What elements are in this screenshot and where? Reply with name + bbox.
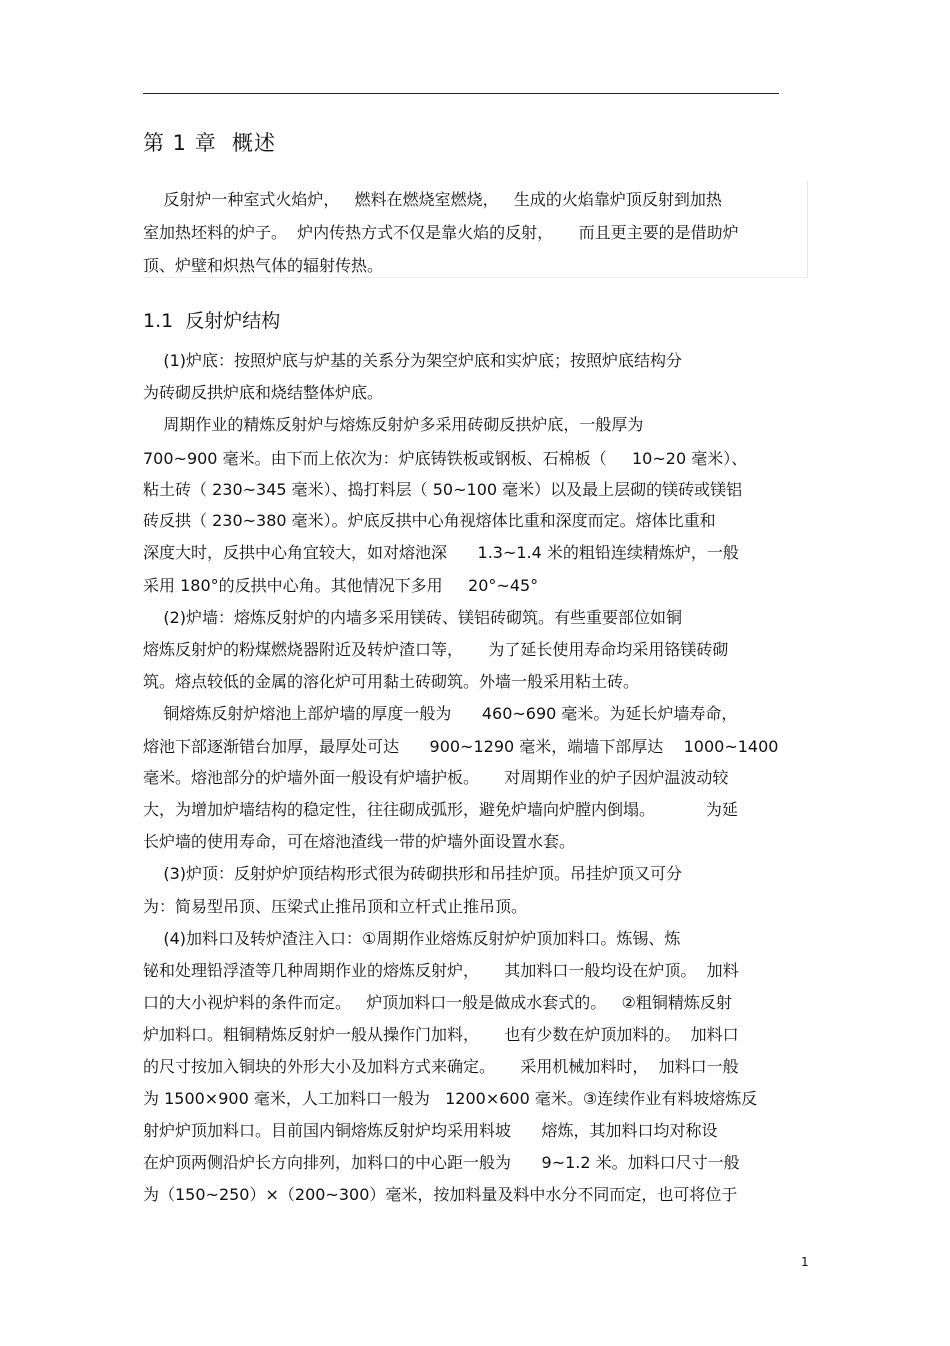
intro-line: 顶、炉壁和炽热气体的辐射传热。	[143, 256, 384, 275]
section-title: 1.1 反射炉结构	[143, 310, 281, 332]
body-line: 粘土砖（ 230~345 毫米）、捣打料层（ 50~100 毫米）以及最上层砌的镁砖或镁铝	[143, 480, 743, 499]
body-line: 铋和处理铅浮渣等几种周期作业的熔炼反射炉， 其加料口一般均设在炉顶。 加料	[143, 961, 739, 980]
body-line: (2)炉墙：熔炼反射炉的内墙多采用镁砖、镁铝砖砌筑。有些重要部位如铜	[143, 608, 683, 627]
body-line: (4)加料口及转炉渣注入口：①周期作业熔炼反射炉炉顶加料口。炼锡、炼	[143, 929, 681, 948]
body-line: 大，为增加炉墙结构的稳定性，往往砌成弧形，避免炉墙向炉膛内倒塌。 为延	[143, 800, 738, 819]
chapter-title: 第 1 章 概述	[143, 131, 277, 155]
intro-line: 室加热坯料的炉子。 炉内传热方式不仅是靠火焰的反射， 而且更主要的是借助炉	[143, 223, 739, 242]
body-line: 炉加料口。粗铜精炼反射炉一般从操作门加料， 也有少数在炉顶加料的。 加料口	[143, 1025, 739, 1044]
body-line: 熔炼反射炉的粉煤燃烧器附近及转炉渣口等， 为了延长使用寿命均采用铬镁砖砌	[143, 640, 729, 659]
body-line: 采用 180°的反拱中心角。其他情况下多用 20°~45°	[143, 576, 539, 595]
body-line: 为：简易型吊顶、压梁式止推吊顶和立杆式止推吊顶。	[143, 897, 528, 916]
body-line: 熔池下部逐渐错台加厚，最厚处可达 900~1290 毫米，端墙下部厚达 1000~1400	[143, 737, 779, 756]
body-line: 筑。熔点较低的金属的溶化炉可用黏土砖砌筑。外墙一般采用粘土砖。	[143, 672, 640, 691]
body-line: 的尺寸按加入铜块的外形大小及加料方式来确定。 采用机械加料时， 加料口一般	[143, 1057, 739, 1076]
body-line: 铜熔炼反射炉熔池上部炉墙的厚度一般为 460~690 毫米。为延长炉墙寿命，	[143, 704, 738, 723]
body-line: 为砖砌反拱炉底和烧结整体炉底。	[143, 383, 384, 402]
body-line: 长炉墙的使用寿命，可在熔池渣线一带的炉墙外面设置水套。	[143, 832, 576, 851]
intro-line: 反射炉一种室式火焰炉， 燃料在燃烧室燃烧， 生成的火焰靠炉顶反射到加热	[143, 190, 722, 209]
body-line: (3)炉顶：反射炉炉顶结构形式很为砖砌拱形和吊挂炉顶。吊挂炉顶又可分	[143, 864, 683, 883]
page-number: 1	[801, 1255, 809, 1269]
body-line: 为（150~250）×（200~300）毫米，按加料量及料中水分不同而定，也可将位于	[143, 1185, 738, 1204]
body-line: 为 1500×900 毫米，人工加料口一般为 1200×600 毫米。③连续作业有料坡熔炼反	[143, 1089, 758, 1108]
body-line: 周期作业的精炼反射炉与熔炼反射炉多采用砖砌反拱炉底，一般厚为	[143, 415, 644, 434]
body-line: 口的大小视炉料的条件而定。 炉顶加料口一般是做成水套式的。 ②粗铜精炼反射	[143, 993, 732, 1012]
body-line: 毫米。熔池部分的炉墙外面一般设有炉墙护板。 对周期作业的炉子因炉温波动较	[143, 768, 729, 787]
body-line: 深度大时，反拱中心角宜较大，如对熔池深 1.3~1.4 米的粗铅连续精炼炉，一般	[143, 543, 739, 562]
header-rule	[143, 93, 779, 94]
body-line: 700~900 毫米。由下而上依次为：炉底铸铁板或钢板、石棉板（ 10~20 毫米）、	[143, 449, 748, 468]
body-line: (1)炉底：按照炉底与炉基的关系分为架空炉底和实炉底；按照炉底结构分	[143, 351, 683, 370]
body-line: 在炉顶两侧沿炉长方向排列，加料口的中心距一般为 9~1.2 米。加料口尺寸一般	[143, 1153, 740, 1172]
body-line: 砖反拱（ 230~380 毫米）。炉底反拱中心角视熔体比重和深度而定。熔体比重和	[143, 511, 716, 530]
body-line: 射炉炉顶加料口。目前国内铜熔炼反射炉均采用料坡 熔炼，其加料口均对称设	[143, 1121, 718, 1140]
